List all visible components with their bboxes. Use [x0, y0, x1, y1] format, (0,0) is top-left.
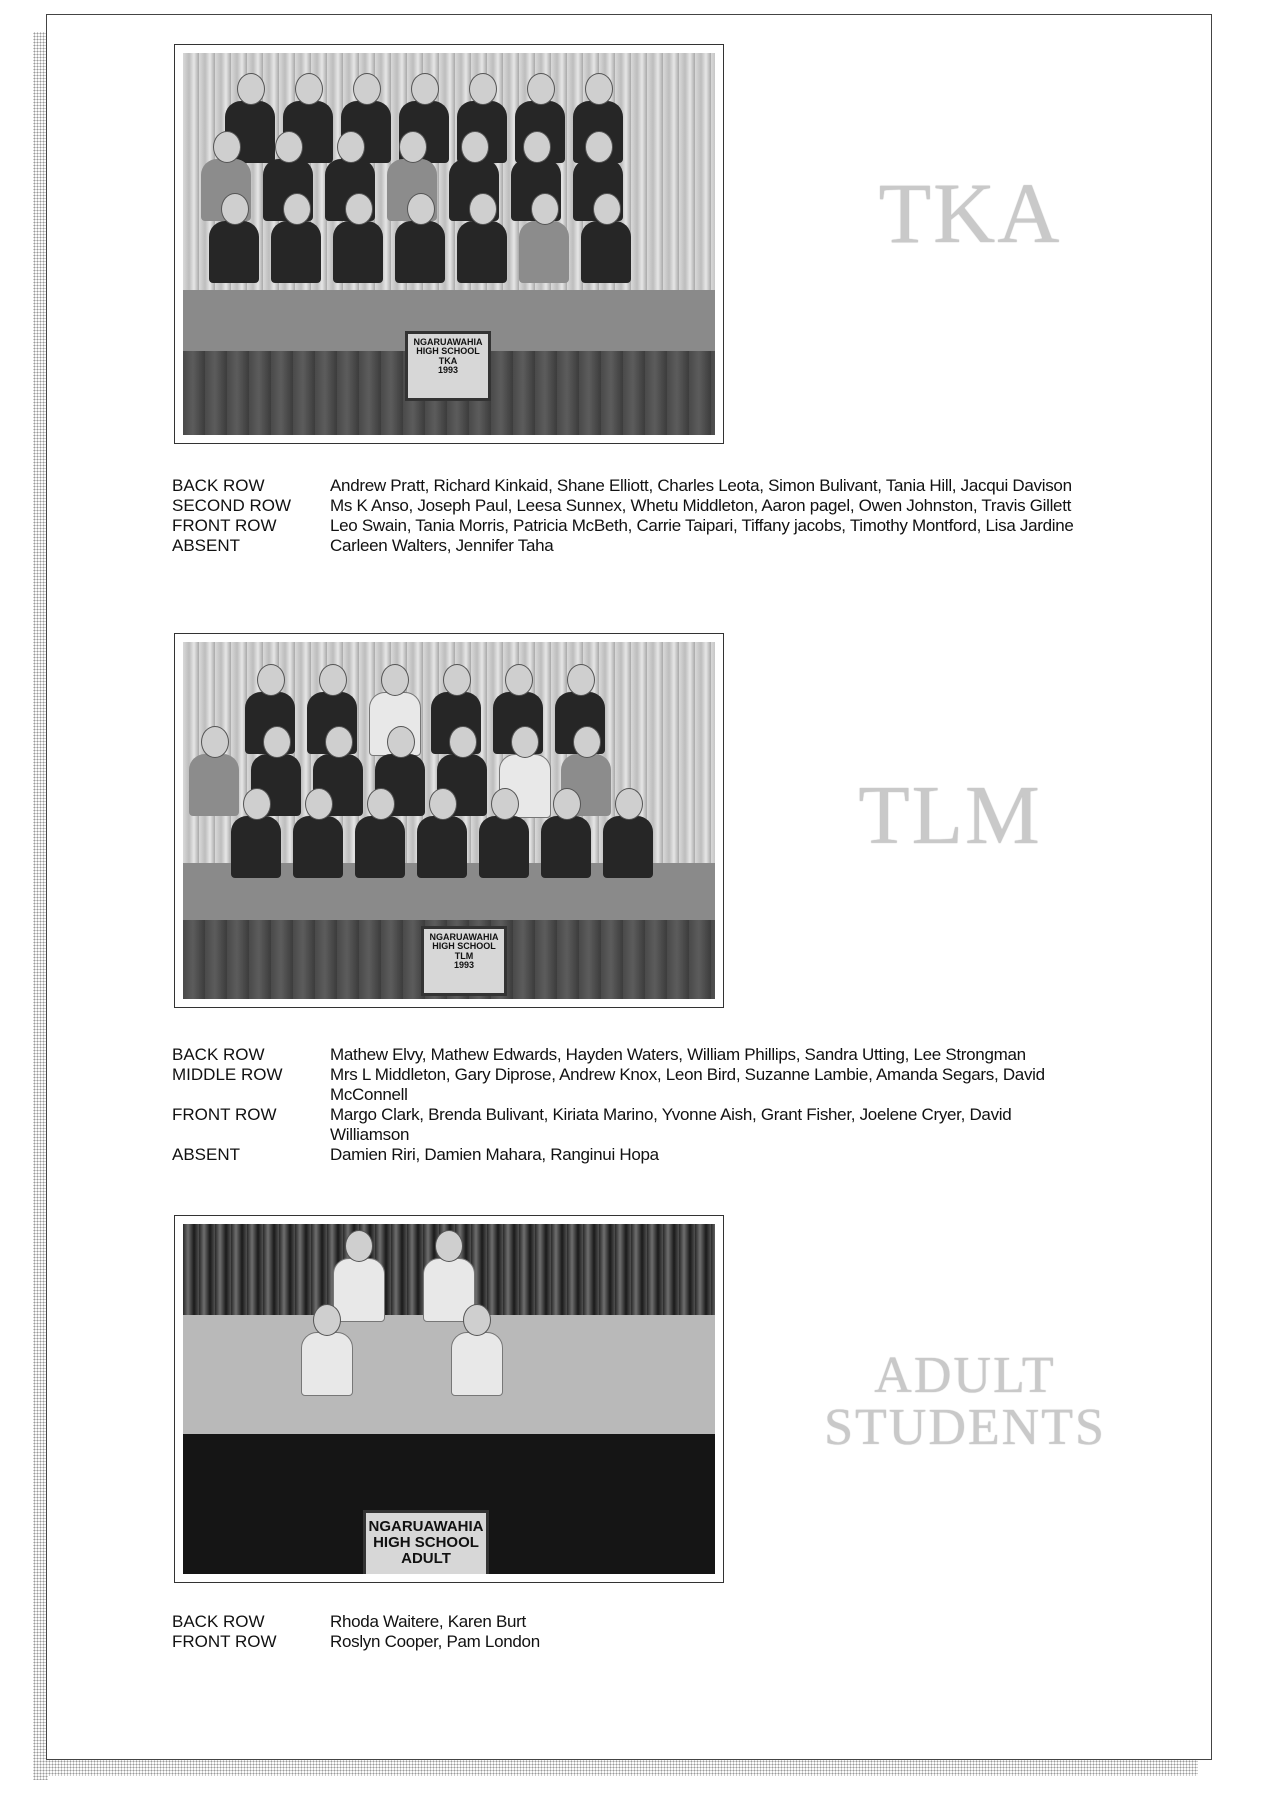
person-head: [263, 726, 291, 758]
row-label: MIDDLE ROW: [172, 1065, 283, 1084]
person-head: [319, 664, 347, 696]
person-head: [337, 131, 365, 163]
row-label: SECOND ROW: [172, 496, 291, 515]
person-body: [301, 1332, 353, 1396]
row-names: Andrew Pratt, Richard Kinkaid, Shane Elliott, Charles Leota, Simon Bulivant, Tania Hill, Jacqui Davison: [330, 476, 1072, 495]
row-label: FRONT ROW: [172, 1632, 277, 1651]
person-body: [603, 816, 653, 878]
person-head: [491, 788, 519, 820]
row-label: BACK ROW: [172, 1045, 265, 1064]
person-head: [435, 1230, 463, 1262]
person-head: [527, 73, 555, 105]
person-body: [189, 754, 239, 816]
person-body: [519, 221, 569, 283]
person-head: [257, 664, 285, 696]
person-head: [585, 131, 613, 163]
person-head: [615, 788, 643, 820]
person-head: [381, 664, 409, 696]
person-head: [399, 131, 427, 163]
person-body: [333, 221, 383, 283]
title-line: ADULT: [874, 1347, 1056, 1404]
person-head: [511, 726, 539, 758]
row-label: FRONT ROW: [172, 516, 277, 535]
row-names: Roslyn Cooper, Pam London: [330, 1632, 540, 1651]
row-names: Carleen Walters, Jennifer Taha: [330, 536, 554, 555]
sign-line: NGARUAWAHIA: [368, 1518, 484, 1535]
person-body: [395, 221, 445, 283]
person-head: [443, 664, 471, 696]
sign-line: TLM: [454, 950, 474, 961]
person-head: [585, 73, 613, 105]
photo-wall: [183, 1315, 715, 1434]
row-names: Leo Swain, Tania Morris, Patricia McBeth, Carrie Taipari, Tiffany jacobs, Timothy Montford, Lisa Jardine: [330, 516, 1074, 535]
person-head: [429, 788, 457, 820]
sign-line: HIGH SCHOOL: [432, 941, 496, 952]
sign-line: NGARUAWAHIA: [429, 932, 499, 942]
caption-tlm: [172, 1045, 1092, 1165]
person-head: [593, 193, 621, 225]
caption-row: [172, 1065, 1092, 1105]
person-head: [313, 1304, 341, 1336]
person-head: [213, 131, 241, 163]
person-body: [479, 816, 529, 878]
row-label: ABSENT: [172, 536, 241, 555]
person-head: [469, 73, 497, 105]
caption-row: [172, 516, 1092, 536]
person-head: [367, 788, 395, 820]
person-head: [461, 131, 489, 163]
person-head: [387, 726, 415, 758]
person-body: [451, 1332, 503, 1396]
person-body: [581, 221, 631, 283]
caption-row: [172, 536, 1092, 556]
row-names: Damien Riri, Damien Mahara, Ranginui Hopa: [330, 1145, 659, 1164]
class-photo-tka: [174, 44, 724, 444]
person-head: [295, 73, 323, 105]
title-line: STUDENTS: [824, 1399, 1106, 1456]
person-head: [283, 193, 311, 225]
person-head: [567, 664, 595, 696]
sign-line: 1993: [437, 365, 459, 376]
caption-row: [172, 1045, 1092, 1065]
caption-row: [172, 496, 1092, 516]
person-body: [271, 221, 321, 283]
sign-line: ADULT: [401, 1549, 451, 1567]
row-label: ABSENT: [172, 1145, 241, 1164]
person-head: [523, 131, 551, 163]
person-head: [237, 73, 265, 105]
class-sign: [421, 926, 507, 996]
class-sign: [405, 331, 491, 401]
row-label: BACK ROW: [172, 1612, 265, 1631]
person-head: [201, 726, 229, 758]
caption-adult: [172, 1612, 1092, 1652]
person-head: [353, 73, 381, 105]
person-head: [505, 664, 533, 696]
person-head: [463, 1304, 491, 1336]
person-head: [407, 193, 435, 225]
person-body: [457, 221, 507, 283]
caption-tka: [172, 476, 1092, 556]
sign-line: TKA: [438, 355, 458, 366]
person-body: [293, 816, 343, 878]
person-head: [275, 131, 303, 163]
caption-row: [172, 476, 1092, 496]
person-head: [469, 193, 497, 225]
photo-image: [183, 53, 715, 435]
caption-row: [172, 1145, 1092, 1165]
row-label: FRONT ROW: [172, 1105, 277, 1124]
caption-row: [172, 1105, 1092, 1145]
person-head: [305, 788, 333, 820]
section-title-tka: TKA: [878, 165, 1062, 261]
person-head: [553, 788, 581, 820]
row-names: Rhoda Waitere, Karen Burt: [330, 1612, 526, 1631]
person-head: [345, 193, 373, 225]
class-sign: [363, 1510, 489, 1574]
person-body: [541, 816, 591, 878]
person-body: [209, 221, 259, 283]
person-body: [355, 816, 405, 878]
page-shadow-bottom: [33, 1760, 1198, 1776]
row-names: Ms K Anso, Joseph Paul, Leesa Sunnex, Whetu Middleton, Aaron pagel, Owen Johnston, Travis Gillett: [330, 496, 1072, 515]
person-head: [325, 726, 353, 758]
person-head: [411, 73, 439, 105]
person-head: [531, 193, 559, 225]
person-head: [573, 726, 601, 758]
person-head: [345, 1230, 373, 1262]
section-title-adult-students: [790, 1347, 1140, 1456]
class-photo-tlm: [174, 633, 724, 1008]
person-head: [221, 193, 249, 225]
caption-row: [172, 1612, 1092, 1632]
caption-row: [172, 1632, 1092, 1652]
person-head: [449, 726, 477, 758]
photo-image: [183, 1224, 715, 1574]
section-title-tlm: TLM: [858, 769, 1042, 862]
person-head: [243, 788, 271, 820]
person-body: [333, 1258, 385, 1322]
row-names: Mrs L Middleton, Gary Diprose, Andrew Knox, Leon Bird, Suzanne Lambie, Amanda Segars, David McConnell: [330, 1065, 1045, 1104]
class-photo-adult: [174, 1215, 724, 1583]
row-names: Margo Clark, Brenda Bulivant, Kiriata Marino, Yvonne Aish, Grant Fisher, Joelene Cryer, David Williamson: [330, 1105, 1012, 1144]
person-body: [231, 816, 281, 878]
sign-line: NGARUAWAHIA: [413, 337, 483, 347]
photo-image: [183, 642, 715, 999]
row-names: Mathew Elvy, Mathew Edwards, Hayden Waters, William Phillips, Sandra Utting, Lee Strongman: [330, 1045, 1026, 1064]
sign-line: 1993: [453, 960, 475, 971]
sign-line: HIGH SCHOOL: [373, 1533, 479, 1551]
sign-line: HIGH SCHOOL: [416, 346, 480, 357]
person-body: [417, 816, 467, 878]
row-label: BACK ROW: [172, 476, 265, 495]
